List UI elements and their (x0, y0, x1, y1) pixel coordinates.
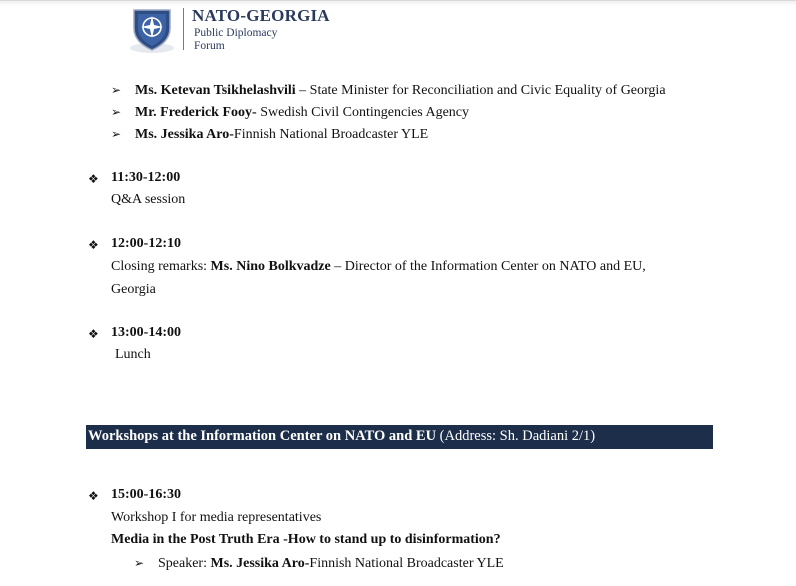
arrow-bullet-icon: ➢ (111, 127, 122, 141)
arrow-bullet-icon: ➢ (134, 556, 145, 570)
closing-remarks-label: Closing remarks: (111, 259, 211, 274)
speaker-name: Ms. Jessika Aro- (135, 127, 234, 142)
logo-title: NATO-GEORGIA (192, 6, 330, 25)
workshop-description: Workshop I for media representatives (111, 510, 322, 525)
closing-speaker-name: Ms. Nino Bolkvadze (210, 259, 331, 274)
banner-text (88, 428, 595, 445)
agenda-description-cont: Georgia (111, 282, 156, 297)
agenda-time: 12:00-12:10 (111, 236, 181, 251)
logo-divider (183, 8, 184, 50)
speaker-item (111, 81, 666, 100)
page-top-border (0, 0, 796, 1)
speaker-item (111, 103, 469, 122)
logo-subtitle: Public Diplomacy (194, 27, 278, 39)
speaker-label: Speaker: (158, 556, 211, 571)
speaker-org: Finnish National Broadcaster YLE (309, 556, 504, 571)
banner-title: Workshops at the Information Center on NATO and EU (88, 428, 437, 444)
agenda-time: 11:30-12:00 (111, 170, 181, 185)
agenda-description: Lunch (115, 347, 151, 362)
speaker-role: Swedish Civil Contingencies Agency (256, 105, 470, 120)
closing-speaker-role: – Director of the Information Center on NATO and EU, (330, 259, 646, 274)
shield-emblem-icon (128, 4, 176, 54)
logo-subtitle: Forum (194, 40, 225, 52)
arrow-bullet-icon: ➢ (111, 105, 122, 119)
agenda-description: Q&A session (111, 192, 186, 207)
speaker-name: Mr. Frederick Fooy- (135, 105, 257, 120)
speaker-role: – State Minister for Reconciliation and Civic Equality of Georgia (295, 83, 666, 98)
section-banner (86, 425, 713, 449)
workshop-topic: Media in the Post Truth Era -How to stand up to disinformation? (111, 532, 501, 547)
diamond-bullet-icon: ❖ (88, 327, 99, 341)
workshop-time: 15:00-16:30 (111, 487, 181, 502)
banner-address: (Address: Sh. Dadiani 2/1) (436, 428, 596, 444)
nato-georgia-logo (128, 4, 348, 54)
agenda-time: 13:00-14:00 (111, 325, 181, 340)
agenda-description (111, 259, 646, 275)
diamond-bullet-icon: ❖ (88, 489, 99, 503)
speaker-name: Ms. Ketevan Tsikhelashvili (135, 83, 296, 98)
speaker-item (111, 125, 428, 144)
speaker-role: Finnish National Broadcaster YLE (233, 127, 429, 142)
arrow-bullet-icon: ➢ (111, 83, 122, 97)
diamond-bullet-icon: ❖ (88, 238, 99, 252)
diamond-bullet-icon: ❖ (88, 172, 99, 186)
workshop-speaker (134, 554, 504, 573)
speaker-name: Ms. Jessika Aro- (210, 556, 310, 571)
